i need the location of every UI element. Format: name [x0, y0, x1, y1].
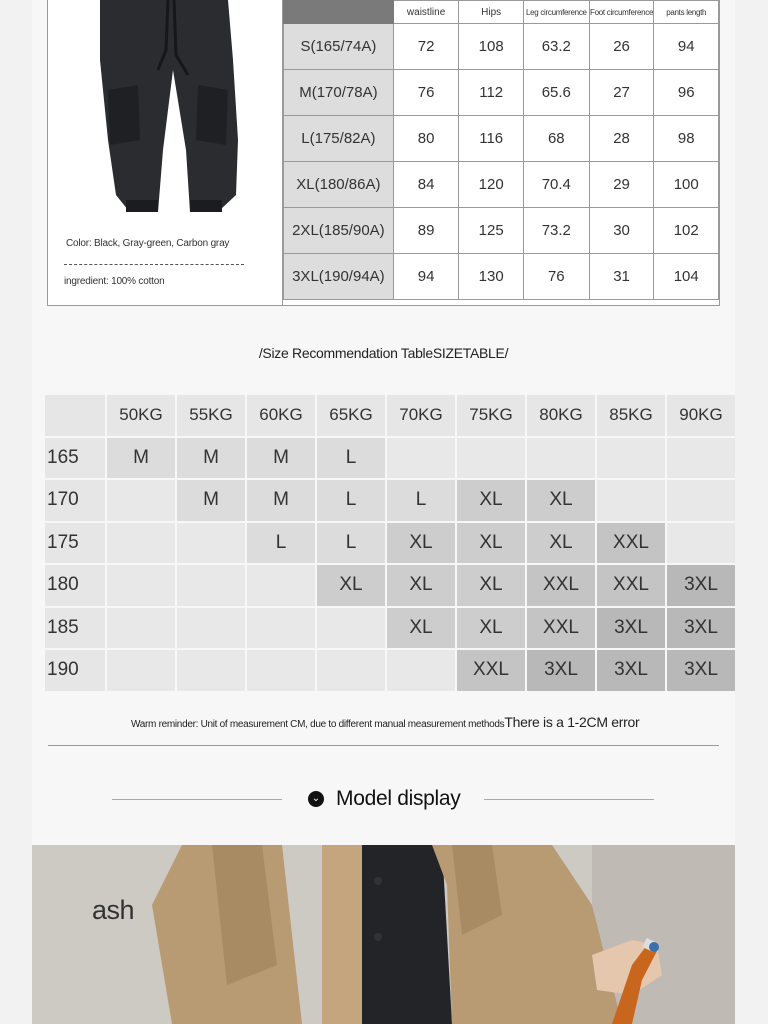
recommended-size-cell: 3XL	[527, 650, 595, 691]
size-value-cell: 120	[459, 162, 524, 208]
recommended-size-cell	[177, 608, 245, 649]
model-photo-illustration	[32, 845, 735, 1024]
height-header: 170	[45, 480, 105, 521]
size-value-cell: 70.4	[523, 162, 589, 208]
color-label: ash	[92, 895, 135, 925]
size-table-row	[284, 70, 719, 116]
size-table-header-row	[284, 1, 719, 24]
size-table	[283, 0, 719, 300]
recommended-size-cell	[177, 523, 245, 564]
header-waistline: waistline	[393, 1, 459, 24]
size-table-row	[284, 24, 719, 70]
recommended-size-cell: XXL	[597, 565, 665, 606]
recommended-size-cell: M	[247, 438, 315, 479]
recommended-size-cell: XXL	[597, 523, 665, 564]
size-table-row	[284, 116, 719, 162]
header-foot-circumference: Foot circumference	[589, 1, 654, 24]
recommended-size-cell	[177, 650, 245, 691]
size-table-row	[284, 208, 719, 254]
recommended-size-cell	[667, 438, 735, 479]
header-leg-circumference: Leg circumference	[523, 1, 589, 24]
recommended-size-cell: XL	[457, 608, 525, 649]
recommended-size-cell: XL	[457, 480, 525, 521]
recommended-size-cell: XL	[317, 565, 385, 606]
recommended-size-cell	[107, 565, 175, 606]
size-value-cell: 65.6	[523, 70, 589, 116]
size-value-cell: 30	[589, 208, 654, 254]
recommended-size-cell	[387, 650, 455, 691]
recommended-size-cell: M	[247, 480, 315, 521]
size-value-cell: 94	[654, 24, 719, 70]
heading-line-right	[484, 799, 654, 800]
recommended-size-cell	[107, 480, 175, 521]
size-value-cell: 100	[654, 162, 719, 208]
recommended-size-cell: XXL	[457, 650, 525, 691]
recommended-size-cell: 3XL	[667, 565, 735, 606]
weight-header: 80KG	[527, 395, 595, 436]
recommended-size-cell	[597, 480, 665, 521]
size-value-cell: 130	[459, 254, 524, 300]
recommended-size-cell: L	[387, 480, 455, 521]
recommended-size-cell	[317, 650, 385, 691]
size-label-cell: 3XL(190/94A)	[284, 254, 394, 300]
size-value-cell: 96	[654, 70, 719, 116]
size-value-cell: 28	[589, 116, 654, 162]
pants-image	[78, 0, 258, 220]
recommendation-title: /Size Recommendation TableSIZETABLE/	[258, 345, 509, 361]
recommended-size-cell: XL	[387, 523, 455, 564]
size-label-cell: M(170/78A)	[284, 70, 394, 116]
recommended-size-cell: XL	[527, 523, 595, 564]
model-photo	[32, 845, 735, 1024]
heading-line-left	[112, 799, 282, 800]
ingredient-text: ingredient: 100% cotton	[64, 276, 165, 287]
size-value-cell: 76	[523, 254, 589, 300]
header-pants-length: pants length	[654, 1, 719, 24]
recommended-size-cell	[107, 523, 175, 564]
weight-header: 65KG	[317, 395, 385, 436]
weight-header: 90KG	[667, 395, 735, 436]
size-value-cell: 84	[393, 162, 459, 208]
size-value-cell: 26	[589, 24, 654, 70]
size-value-cell: 89	[393, 208, 459, 254]
recommended-size-cell: XXL	[527, 608, 595, 649]
recommended-size-cell	[107, 608, 175, 649]
weight-header: 60KG	[247, 395, 315, 436]
size-value-cell: 102	[654, 208, 719, 254]
size-value-cell: 68	[523, 116, 589, 162]
recommended-size-cell	[597, 438, 665, 479]
recommended-size-cell	[527, 438, 595, 479]
size-value-cell: 125	[459, 208, 524, 254]
size-table-corner	[284, 1, 394, 24]
size-label-cell: XL(180/86A)	[284, 162, 394, 208]
size-value-cell: 73.2	[523, 208, 589, 254]
size-value-cell: 94	[393, 254, 459, 300]
size-value-cell: 27	[589, 70, 654, 116]
size-value-cell: 112	[459, 70, 524, 116]
reminder-small-text: Warm reminder: Unit of measurement CM, due to different manual measurement methods	[131, 719, 505, 730]
recommended-size-cell	[317, 608, 385, 649]
recommended-size-cell: 3XL	[597, 608, 665, 649]
recommended-size-cell: 3XL	[667, 650, 735, 691]
size-label-cell: L(175/82A)	[284, 116, 394, 162]
recommended-size-cell: L	[247, 523, 315, 564]
weight-header: 85KG	[597, 395, 665, 436]
size-chart-section	[47, 0, 720, 306]
size-label-cell: S(165/74A)	[284, 24, 394, 70]
weight-header: 70KG	[387, 395, 455, 436]
size-label-cell: 2XL(185/90A)	[284, 208, 394, 254]
size-value-cell: 98	[654, 116, 719, 162]
size-value-cell: 104	[654, 254, 719, 300]
recommended-size-cell: L	[317, 480, 385, 521]
recommended-size-cell	[177, 565, 245, 606]
recommended-size-cell: XXL	[527, 565, 595, 606]
model-display-title: Model display	[336, 787, 461, 810]
recommended-size-cell	[247, 565, 315, 606]
recommended-size-cell: XL	[457, 523, 525, 564]
recommended-size-cell	[247, 650, 315, 691]
size-value-cell: 72	[393, 24, 459, 70]
recommended-size-cell: M	[107, 438, 175, 479]
recommended-size-cell: L	[317, 523, 385, 564]
reminder-error-text: There is a 1-2CM error	[504, 714, 640, 730]
warm-reminder	[131, 714, 639, 730]
recommendation-table	[45, 395, 721, 691]
recommended-size-cell: 3XL	[667, 608, 735, 649]
weight-header: 50KG	[107, 395, 175, 436]
height-header: 165	[45, 438, 105, 479]
header-hips: Hips	[459, 1, 524, 24]
product-panel	[48, 0, 283, 305]
recommended-size-cell	[457, 438, 525, 479]
size-value-cell: 31	[589, 254, 654, 300]
recommended-size-cell: XL	[387, 608, 455, 649]
height-header: 190	[45, 650, 105, 691]
size-table-row	[284, 162, 719, 208]
recommended-size-cell: XL	[527, 480, 595, 521]
recommended-size-cell	[107, 650, 175, 691]
size-value-cell: 63.2	[523, 24, 589, 70]
recommended-size-cell: M	[177, 438, 245, 479]
recommended-size-cell: XL	[457, 565, 525, 606]
model-display-heading	[32, 785, 735, 815]
size-value-cell: 108	[459, 24, 524, 70]
color-text: Color: Black, Gray-green, Carbon gray	[66, 238, 230, 249]
recommended-size-cell	[667, 523, 735, 564]
recommended-size-cell: 3XL	[597, 650, 665, 691]
size-value-cell: 29	[589, 162, 654, 208]
size-value-cell: 116	[459, 116, 524, 162]
dashed-divider	[64, 264, 244, 265]
recommended-size-cell: XL	[387, 565, 455, 606]
size-value-cell: 76	[393, 70, 459, 116]
weight-header: 55KG	[177, 395, 245, 436]
height-header: 185	[45, 608, 105, 649]
size-value-cell: 80	[393, 116, 459, 162]
recommended-size-cell: L	[317, 438, 385, 479]
recommended-size-cell	[667, 480, 735, 521]
weight-header: 75KG	[457, 395, 525, 436]
product-detail-page	[32, 0, 735, 1024]
section-divider	[48, 745, 719, 746]
size-table-row	[284, 254, 719, 300]
recommended-size-cell: M	[177, 480, 245, 521]
recommended-size-cell	[247, 608, 315, 649]
height-header: 175	[45, 523, 105, 564]
chevron-down-icon: ⌄	[308, 791, 324, 807]
recommended-size-cell	[387, 438, 455, 479]
height-header: 180	[45, 565, 105, 606]
recommendation-corner	[45, 395, 105, 436]
